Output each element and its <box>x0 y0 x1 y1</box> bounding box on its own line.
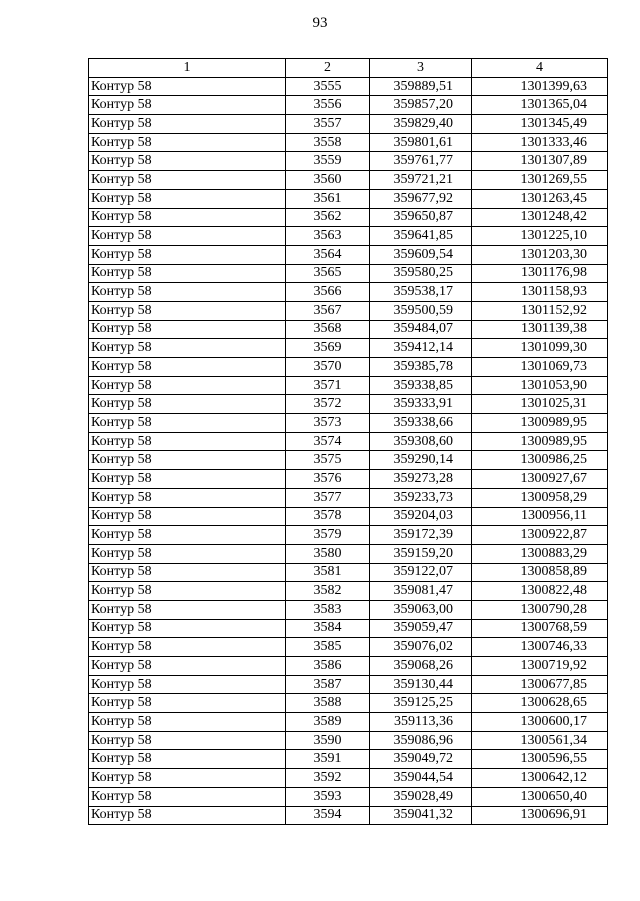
y-coordinate-cell: 1301345,49 <box>472 115 608 134</box>
contour-name-cell: Контур 58 <box>89 171 286 190</box>
y-coordinate-cell: 1300600,17 <box>472 713 608 732</box>
contour-name-cell: Контур 58 <box>89 414 286 433</box>
y-coordinate-cell: 1300719,92 <box>472 657 608 676</box>
table-row <box>89 264 608 283</box>
table-row <box>89 563 608 582</box>
y-coordinate-cell: 1301176,98 <box>472 264 608 283</box>
table-row <box>89 339 608 358</box>
point-number-cell: 3586 <box>286 657 370 676</box>
y-coordinate-cell: 1300989,95 <box>472 414 608 433</box>
contour-name-cell: Контур 58 <box>89 713 286 732</box>
x-coordinate-cell: 359159,20 <box>370 544 472 563</box>
contour-name-cell: Контур 58 <box>89 806 286 825</box>
y-coordinate-cell: 1300858,89 <box>472 563 608 582</box>
point-number-cell: 3589 <box>286 713 370 732</box>
contour-name-cell: Контур 58 <box>89 582 286 601</box>
point-number-cell: 3562 <box>286 208 370 227</box>
y-coordinate-cell: 1301152,92 <box>472 301 608 320</box>
table-row <box>89 301 608 320</box>
contour-name-cell: Контур 58 <box>89 227 286 246</box>
contour-name-cell: Контур 58 <box>89 115 286 134</box>
table-row <box>89 694 608 713</box>
table-row <box>89 582 608 601</box>
y-coordinate-cell: 1300989,95 <box>472 432 608 451</box>
contour-name-cell: Контур 58 <box>89 208 286 227</box>
contour-name-cell: Контур 58 <box>89 133 286 152</box>
table-row <box>89 320 608 339</box>
y-coordinate-cell: 1300956,11 <box>472 507 608 526</box>
x-coordinate-cell: 359721,21 <box>370 171 472 190</box>
table-row <box>89 787 608 806</box>
contour-name-cell: Контур 58 <box>89 189 286 208</box>
y-coordinate-cell: 1300696,91 <box>472 806 608 825</box>
point-number-cell: 3556 <box>286 96 370 115</box>
x-coordinate-cell: 359068,26 <box>370 657 472 676</box>
table-row <box>89 208 608 227</box>
table-row <box>89 806 608 825</box>
table-row <box>89 619 608 638</box>
table-row <box>89 96 608 115</box>
point-number-cell: 3583 <box>286 600 370 619</box>
point-number-cell: 3558 <box>286 133 370 152</box>
y-coordinate-cell: 1301069,73 <box>472 358 608 377</box>
y-coordinate-cell: 1300746,33 <box>472 638 608 657</box>
column-header-4: 4 <box>472 59 608 78</box>
y-coordinate-cell: 1300677,85 <box>472 675 608 694</box>
x-coordinate-cell: 359081,47 <box>370 582 472 601</box>
column-header-1: 1 <box>89 59 286 78</box>
contour-name-cell: Контур 58 <box>89 488 286 507</box>
point-number-cell: 3580 <box>286 544 370 563</box>
contour-name-cell: Контур 58 <box>89 731 286 750</box>
table-row <box>89 750 608 769</box>
column-header-3: 3 <box>370 59 472 78</box>
y-coordinate-cell: 1300561,34 <box>472 731 608 750</box>
x-coordinate-cell: 359650,87 <box>370 208 472 227</box>
table-row <box>89 414 608 433</box>
table-row <box>89 432 608 451</box>
contour-name-cell: Контур 58 <box>89 77 286 96</box>
y-coordinate-cell: 1301399,63 <box>472 77 608 96</box>
point-number-cell: 3590 <box>286 731 370 750</box>
point-number-cell: 3584 <box>286 619 370 638</box>
point-number-cell: 3571 <box>286 376 370 395</box>
x-coordinate-cell: 359233,73 <box>370 488 472 507</box>
x-coordinate-cell: 359041,32 <box>370 806 472 825</box>
x-coordinate-cell: 359273,28 <box>370 470 472 489</box>
table-row <box>89 227 608 246</box>
table-header-row <box>89 59 608 78</box>
contour-name-cell: Контур 58 <box>89 264 286 283</box>
x-coordinate-cell: 359130,44 <box>370 675 472 694</box>
point-number-cell: 3570 <box>286 358 370 377</box>
contour-name-cell: Контур 58 <box>89 245 286 264</box>
y-coordinate-cell: 1300822,48 <box>472 582 608 601</box>
contour-name-cell: Контур 58 <box>89 358 286 377</box>
contour-name-cell: Контур 58 <box>89 301 286 320</box>
y-coordinate-cell: 1301203,30 <box>472 245 608 264</box>
point-number-cell: 3579 <box>286 526 370 545</box>
page-number: 93 <box>312 15 328 31</box>
table-row <box>89 358 608 377</box>
point-number-cell: 3564 <box>286 245 370 264</box>
x-coordinate-cell: 359338,66 <box>370 414 472 433</box>
x-coordinate-cell: 359333,91 <box>370 395 472 414</box>
table-row <box>89 507 608 526</box>
table-row <box>89 657 608 676</box>
x-coordinate-cell: 359412,14 <box>370 339 472 358</box>
contour-name-cell: Контур 58 <box>89 750 286 769</box>
x-coordinate-cell: 359086,96 <box>370 731 472 750</box>
y-coordinate-cell: 1301263,45 <box>472 189 608 208</box>
contour-name-cell: Контур 58 <box>89 320 286 339</box>
contour-name-cell: Контур 58 <box>89 657 286 676</box>
table-row <box>89 376 608 395</box>
point-number-cell: 3555 <box>286 77 370 96</box>
x-coordinate-cell: 359500,59 <box>370 301 472 320</box>
y-coordinate-cell: 1300628,65 <box>472 694 608 713</box>
y-coordinate-cell: 1301025,31 <box>472 395 608 414</box>
contour-name-cell: Контур 58 <box>89 96 286 115</box>
x-coordinate-cell: 359290,14 <box>370 451 472 470</box>
x-coordinate-cell: 359049,72 <box>370 750 472 769</box>
point-number-cell: 3563 <box>286 227 370 246</box>
contour-name-cell: Контур 58 <box>89 769 286 788</box>
x-coordinate-cell: 359125,25 <box>370 694 472 713</box>
x-coordinate-cell: 359641,85 <box>370 227 472 246</box>
contour-name-cell: Контур 58 <box>89 376 286 395</box>
y-coordinate-cell: 1300596,55 <box>472 750 608 769</box>
contour-name-cell: Контур 58 <box>89 395 286 414</box>
x-coordinate-cell: 359889,51 <box>370 77 472 96</box>
y-coordinate-cell: 1301248,42 <box>472 208 608 227</box>
y-coordinate-cell: 1300958,29 <box>472 488 608 507</box>
table-row <box>89 283 608 302</box>
y-coordinate-cell: 1300650,40 <box>472 787 608 806</box>
point-number-cell: 3565 <box>286 264 370 283</box>
table-row <box>89 115 608 134</box>
table-row <box>89 245 608 264</box>
table-row <box>89 713 608 732</box>
contour-name-cell: Контур 58 <box>89 507 286 526</box>
y-coordinate-cell: 1301158,93 <box>472 283 608 302</box>
y-coordinate-cell: 1301139,38 <box>472 320 608 339</box>
point-number-cell: 3572 <box>286 395 370 414</box>
x-coordinate-cell: 359580,25 <box>370 264 472 283</box>
table-row <box>89 189 608 208</box>
table-row <box>89 600 608 619</box>
contour-name-cell: Контур 58 <box>89 152 286 171</box>
contour-name-cell: Контур 58 <box>89 544 286 563</box>
y-coordinate-cell: 1301099,30 <box>472 339 608 358</box>
contour-name-cell: Контур 58 <box>89 432 286 451</box>
point-number-cell: 3575 <box>286 451 370 470</box>
point-number-cell: 3593 <box>286 787 370 806</box>
point-number-cell: 3567 <box>286 301 370 320</box>
contour-name-cell: Контур 58 <box>89 619 286 638</box>
x-coordinate-cell: 359538,17 <box>370 283 472 302</box>
table-row <box>89 769 608 788</box>
table-row <box>89 133 608 152</box>
table-row <box>89 152 608 171</box>
contour-name-cell: Контур 58 <box>89 563 286 582</box>
table-row <box>89 638 608 657</box>
column-header-2: 2 <box>286 59 370 78</box>
y-coordinate-cell: 1301269,55 <box>472 171 608 190</box>
contour-name-cell: Контур 58 <box>89 339 286 358</box>
x-coordinate-cell: 359113,36 <box>370 713 472 732</box>
point-number-cell: 3573 <box>286 414 370 433</box>
x-coordinate-cell: 359063,00 <box>370 600 472 619</box>
point-number-cell: 3559 <box>286 152 370 171</box>
contour-name-cell: Контур 58 <box>89 638 286 657</box>
y-coordinate-cell: 1300768,59 <box>472 619 608 638</box>
point-number-cell: 3591 <box>286 750 370 769</box>
contour-name-cell: Контур 58 <box>89 600 286 619</box>
point-number-cell: 3576 <box>286 470 370 489</box>
x-coordinate-cell: 359677,92 <box>370 189 472 208</box>
table-body <box>89 77 608 825</box>
y-coordinate-cell: 1300642,12 <box>472 769 608 788</box>
point-number-cell: 3560 <box>286 171 370 190</box>
point-number-cell: 3581 <box>286 563 370 582</box>
contour-name-cell: Контур 58 <box>89 675 286 694</box>
x-coordinate-cell: 359609,54 <box>370 245 472 264</box>
point-number-cell: 3592 <box>286 769 370 788</box>
x-coordinate-cell: 359385,78 <box>370 358 472 377</box>
x-coordinate-cell: 359059,47 <box>370 619 472 638</box>
point-number-cell: 3588 <box>286 694 370 713</box>
point-number-cell: 3568 <box>286 320 370 339</box>
point-number-cell: 3578 <box>286 507 370 526</box>
x-coordinate-cell: 359172,39 <box>370 526 472 545</box>
x-coordinate-cell: 359829,40 <box>370 115 472 134</box>
table-row <box>89 544 608 563</box>
contour-name-cell: Контур 58 <box>89 283 286 302</box>
contour-name-cell: Контур 58 <box>89 451 286 470</box>
x-coordinate-cell: 359122,07 <box>370 563 472 582</box>
x-coordinate-cell: 359044,54 <box>370 769 472 788</box>
x-coordinate-cell: 359484,07 <box>370 320 472 339</box>
x-coordinate-cell: 359761,77 <box>370 152 472 171</box>
y-coordinate-cell: 1300927,67 <box>472 470 608 489</box>
table-row <box>89 470 608 489</box>
point-number-cell: 3587 <box>286 675 370 694</box>
point-number-cell: 3594 <box>286 806 370 825</box>
x-coordinate-cell: 359308,60 <box>370 432 472 451</box>
table-row <box>89 451 608 470</box>
y-coordinate-cell: 1301307,89 <box>472 152 608 171</box>
x-coordinate-cell: 359204,03 <box>370 507 472 526</box>
table-row <box>89 488 608 507</box>
x-coordinate-cell: 359338,85 <box>370 376 472 395</box>
y-coordinate-cell: 1301333,46 <box>472 133 608 152</box>
contour-name-cell: Контур 58 <box>89 787 286 806</box>
contour-name-cell: Контур 58 <box>89 694 286 713</box>
y-coordinate-cell: 1300922,87 <box>472 526 608 545</box>
contour-name-cell: Контур 58 <box>89 526 286 545</box>
table-row <box>89 731 608 750</box>
point-number-cell: 3569 <box>286 339 370 358</box>
table-row <box>89 171 608 190</box>
point-number-cell: 3561 <box>286 189 370 208</box>
contour-name-cell: Контур 58 <box>89 470 286 489</box>
y-coordinate-cell: 1300883,29 <box>472 544 608 563</box>
table-row <box>89 395 608 414</box>
point-number-cell: 3585 <box>286 638 370 657</box>
table-row <box>89 675 608 694</box>
table-row <box>89 526 608 545</box>
point-number-cell: 3574 <box>286 432 370 451</box>
point-number-cell: 3566 <box>286 283 370 302</box>
x-coordinate-cell: 359801,61 <box>370 133 472 152</box>
x-coordinate-cell: 359028,49 <box>370 787 472 806</box>
point-number-cell: 3577 <box>286 488 370 507</box>
y-coordinate-cell: 1300790,28 <box>472 600 608 619</box>
x-coordinate-cell: 359076,02 <box>370 638 472 657</box>
point-number-cell: 3557 <box>286 115 370 134</box>
y-coordinate-cell: 1300986,25 <box>472 451 608 470</box>
y-coordinate-cell: 1301225,10 <box>472 227 608 246</box>
table-row <box>89 77 608 96</box>
y-coordinate-cell: 1301365,04 <box>472 96 608 115</box>
y-coordinate-cell: 1301053,90 <box>472 376 608 395</box>
point-number-cell: 3582 <box>286 582 370 601</box>
coordinates-table <box>88 58 608 825</box>
x-coordinate-cell: 359857,20 <box>370 96 472 115</box>
